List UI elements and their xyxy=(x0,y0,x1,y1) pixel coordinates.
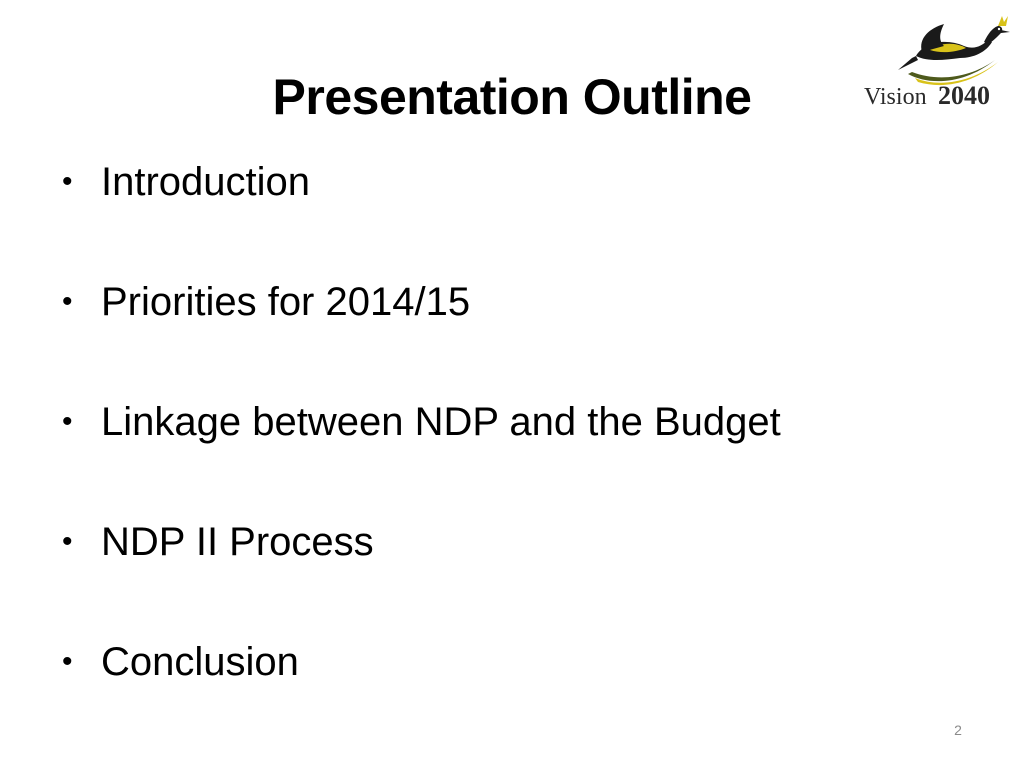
vision-2040-logo xyxy=(860,12,1016,112)
list-item-text: Priorities for 2014/15 xyxy=(101,280,471,324)
list-item xyxy=(60,512,781,632)
list-item-text: NDP II Process xyxy=(101,520,374,564)
list-item xyxy=(60,152,781,272)
bullet-icon: • xyxy=(62,165,73,198)
outline-list xyxy=(60,152,781,752)
bullet-icon: • xyxy=(62,525,73,558)
list-item xyxy=(60,632,781,752)
list-item xyxy=(60,272,781,392)
logo-word: Vision xyxy=(864,84,927,110)
list-item-text: Linkage between NDP and the Budget xyxy=(101,400,781,444)
bullet-icon: • xyxy=(62,285,73,318)
list-item xyxy=(60,392,781,512)
crested-crane-icon xyxy=(860,12,1016,112)
slide-title: Presentation Outline xyxy=(272,69,752,125)
list-item-text: Conclusion xyxy=(101,640,299,684)
page-number: 2 xyxy=(954,722,962,738)
list-item-text: Introduction xyxy=(101,160,311,204)
bullet-icon: • xyxy=(62,645,73,678)
logo-year: 2040 xyxy=(938,81,990,110)
bullet-icon: • xyxy=(62,405,73,438)
